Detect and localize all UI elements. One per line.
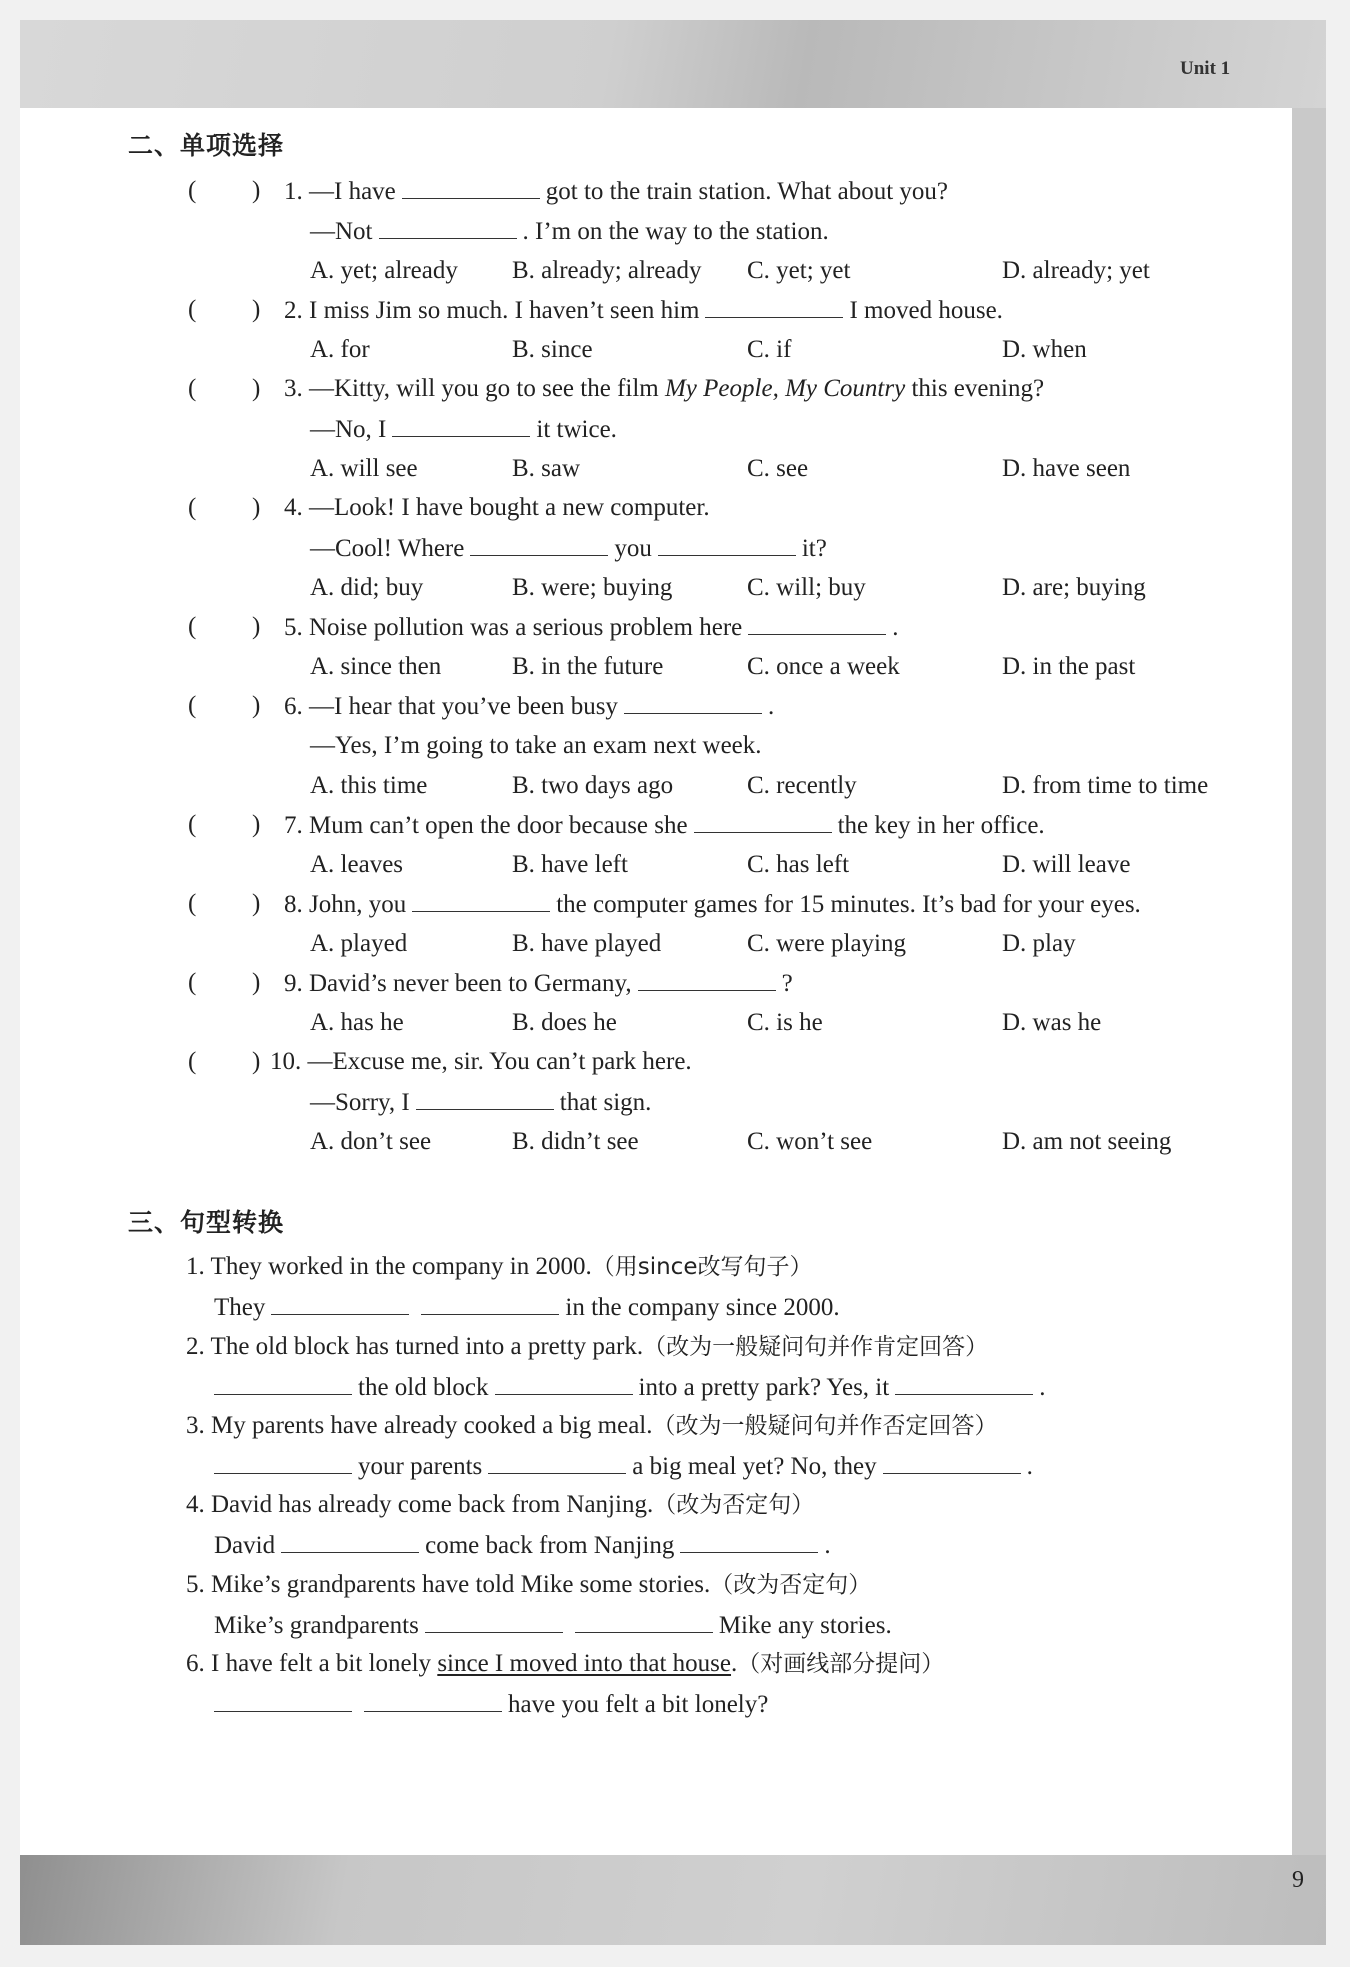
option-c: C. won’t see [747, 1128, 873, 1155]
option-c: C. has left [747, 851, 850, 878]
unit-label: Unit 1 [1180, 58, 1231, 79]
option-c: C. once a week [747, 653, 900, 680]
page-number: 9 [1292, 1867, 1304, 1893]
section-title-multiple-choice: 二、单项选择 [128, 131, 285, 160]
underlined-phrase: since I moved into that house [437, 1650, 732, 1677]
option-a: A. don’t see [310, 1128, 432, 1155]
answer-blank[interactable] [575, 1610, 713, 1633]
option-b: B. since [512, 336, 593, 363]
answer-blank[interactable] [694, 810, 832, 833]
option-d: D. was he [1002, 1009, 1102, 1036]
answer-blank[interactable] [638, 968, 776, 991]
option-c: C. will; buy [747, 574, 866, 601]
option-b: B. in the future [512, 653, 664, 680]
answer-blank[interactable] [281, 1530, 419, 1553]
option-a: A. leaves [310, 851, 404, 878]
option-b: B. have played [512, 930, 662, 957]
answer-blank[interactable] [214, 1372, 352, 1395]
option-a: A. did; buy [310, 574, 424, 601]
answer-blank[interactable] [470, 533, 608, 556]
section-title-sentence-transformation: 三、句型转换 [128, 1208, 285, 1237]
option-d: D. play [1002, 930, 1076, 957]
option-c: C. yet; yet [747, 257, 851, 284]
option-b: B. two days ago [512, 772, 674, 799]
answer-blank[interactable] [416, 1087, 554, 1110]
answer-blank[interactable] [895, 1372, 1033, 1395]
option-b: B. saw [512, 455, 581, 482]
option-c: C. see [747, 455, 809, 482]
option-c: C. is he [747, 1009, 823, 1036]
option-d: D. will leave [1002, 851, 1131, 878]
answer-blank[interactable] [402, 176, 540, 199]
film-title: My People, My Country [664, 375, 906, 402]
answer-blank[interactable] [488, 1451, 626, 1474]
answer-blank[interactable] [495, 1372, 633, 1395]
answer-blank[interactable] [364, 1689, 502, 1712]
option-d: D. from time to time [1002, 772, 1209, 799]
option-a: A. since then [310, 653, 442, 680]
option-c: C. were playing [747, 930, 906, 957]
option-d: D. have seen [1002, 455, 1131, 482]
option-a: A. this time [310, 772, 428, 799]
option-b: B. already; already [512, 257, 702, 284]
answer-blank[interactable] [412, 889, 550, 912]
answer-blank[interactable] [658, 533, 796, 556]
option-d: D. in the past [1002, 653, 1136, 680]
option-d: D. are; buying [1002, 574, 1146, 601]
option-a: A. yet; already [310, 257, 458, 284]
answer-blank[interactable] [748, 612, 886, 635]
option-c: C. if [747, 336, 792, 363]
option-d: D. already; yet [1002, 257, 1150, 284]
option-d: D. am not seeing [1002, 1128, 1172, 1155]
answer-blank[interactable] [421, 1292, 559, 1315]
answer-blank[interactable] [425, 1610, 563, 1633]
option-b: B. didn’t see [512, 1128, 639, 1155]
option-a: A. for [310, 336, 370, 363]
answer-blank[interactable] [271, 1292, 409, 1315]
answer-blank[interactable] [680, 1530, 818, 1553]
answer-blank[interactable] [624, 691, 762, 714]
answer-blank[interactable] [214, 1689, 352, 1712]
answer-blank[interactable] [214, 1451, 352, 1474]
option-b: B. were; buying [512, 574, 673, 601]
answer-blank[interactable] [392, 414, 530, 437]
option-b: B. does he [512, 1009, 617, 1036]
option-b: B. have left [512, 851, 628, 878]
answer-blank[interactable] [883, 1451, 1021, 1474]
option-d: D. when [1002, 336, 1087, 363]
answer-blank[interactable] [379, 216, 517, 239]
header-band [20, 20, 1326, 108]
option-c: C. recently [747, 772, 857, 799]
footer-band [20, 1855, 1326, 1945]
answer-blank[interactable] [705, 295, 843, 318]
question-number: 1. [284, 178, 303, 205]
option-a: A. has he [310, 1009, 404, 1036]
answer-paren-close: ) [252, 177, 261, 204]
option-a: A. played [310, 930, 408, 957]
option-a: A. will see [310, 455, 418, 482]
answer-paren-open: ( [188, 177, 197, 204]
